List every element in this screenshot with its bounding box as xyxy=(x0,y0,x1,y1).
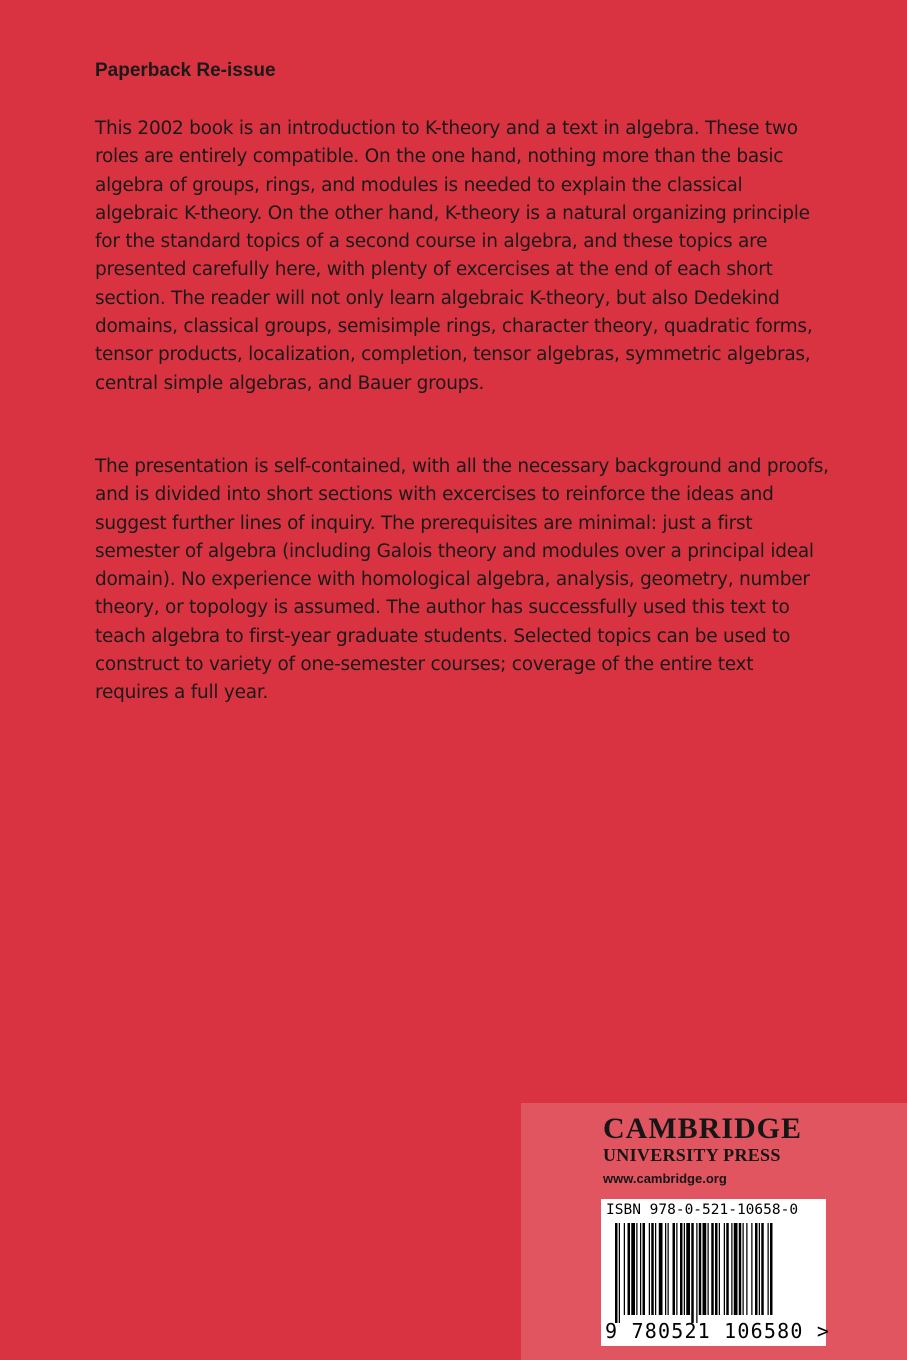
reissue-heading: Paperback Re-issue xyxy=(95,60,276,81)
publisher-subname: UNIVERSITY PRESS xyxy=(603,1145,781,1165)
description-paragraph-2: The presentation is self-contained, with all the necessary background and proofs, and is divided into short sections with excercises to reinforce the ideas and suggest further lines of inquiry. The prerequisites are minimal: just a first semester of algebra (including Galois theory and modules over a principal ideal domain). No experience with homological algebra, analysis, geometry, number theory, or topology is assumed. The author has successfully used this text to teach algebra to first-year graduate students. Selected topics can be used to construct to variety of one-semester courses; coverage of the entire text requires a full year. xyxy=(95,456,829,704)
barcode xyxy=(601,1199,831,1346)
isbn-label: ISBN 978-0-521-10658-0 xyxy=(606,1202,799,1218)
ean-digits: 9 780521 106580 > xyxy=(605,1319,831,1343)
publisher-name: CAMBRIDGE xyxy=(603,1112,803,1145)
publisher-website: www.cambridge.org xyxy=(603,1171,727,1186)
publisher-box xyxy=(521,1103,907,1360)
description-paragraph-1: This 2002 book is an introduction to K-theory and a text in algebra. These two roles are entirely compatible. On the one hand, nothing more than the basic algebra of groups, rings, and modules is needed to explain the classical algebraic K-theory. On the other hand, K-theory is a natural organizing principle for the standard topics of a second course in algebra, and these topics are presented carefully here, with plenty of excercises at the end of each short section. The reader will not only learn algebraic K-theory, but also Dedekind domains, classical groups, semisimple rings, character theory, quadratic forms, tensor products, localization, completion, tensor algebras, symmetric algebras, central simple algebras, and Bauer groups. xyxy=(95,118,813,394)
